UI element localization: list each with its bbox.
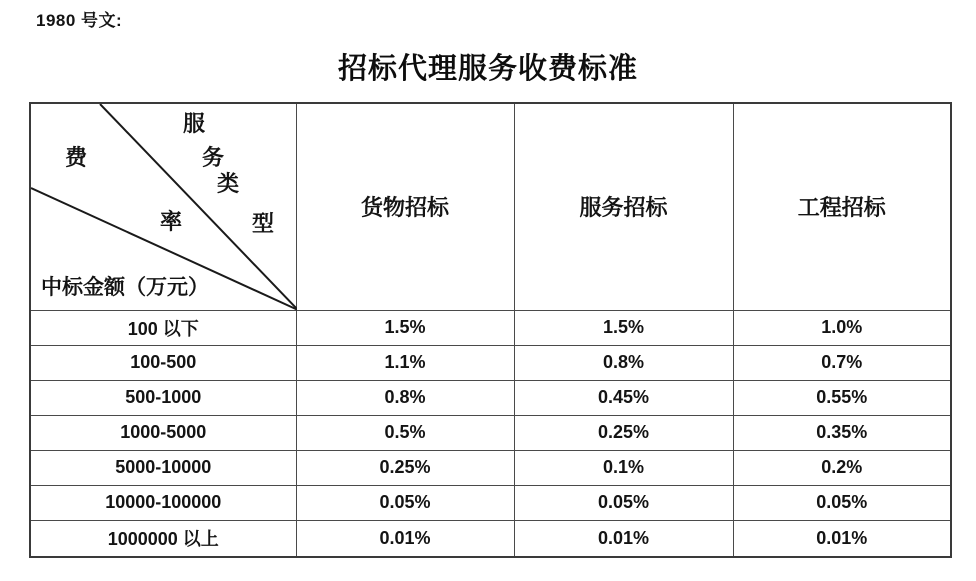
table-row (30, 520, 951, 557)
column-header-service: 服务招标 (514, 103, 733, 310)
rate-cell: 0.45% (514, 380, 733, 415)
corner-label-rate-char-1: 费 (64, 145, 88, 170)
table-row (30, 345, 951, 380)
rate-cell: 0.01% (514, 520, 733, 557)
table-row (30, 380, 951, 415)
corner-label-service-char-2: 务 (201, 145, 225, 170)
corner-label-service-char-4: 型 (251, 211, 275, 236)
table-header-row (30, 103, 951, 310)
rate-cell: 1.5% (296, 310, 514, 345)
corner-label-service-char-1: 服 (182, 111, 206, 136)
diagonal-corner-cell (30, 103, 296, 310)
rate-cell: 0.05% (733, 485, 951, 520)
fee-standard-table (29, 102, 952, 558)
row-range-label: 100-500 (30, 345, 296, 380)
row-range-label: 500-1000 (30, 380, 296, 415)
column-header-goods: 货物招标 (296, 103, 514, 310)
table-row (30, 485, 951, 520)
row-range-label: 1000000 以上 (30, 520, 296, 557)
rate-cell: 0.25% (514, 415, 733, 450)
table-row (30, 450, 951, 485)
rate-cell: 0.01% (733, 520, 951, 557)
rate-cell: 0.55% (733, 380, 951, 415)
rate-cell: 0.25% (296, 450, 514, 485)
table-row (30, 415, 951, 450)
rate-cell: 0.05% (514, 485, 733, 520)
rate-cell: 0.7% (733, 345, 951, 380)
corner-row-axis-label: 中标金额（万元） (41, 275, 209, 299)
rate-cell: 0.8% (514, 345, 733, 380)
rate-cell: 0.05% (296, 485, 514, 520)
corner-label-rate-char-2: 率 (159, 209, 183, 234)
doc-number: 1980 号文: (36, 11, 123, 30)
rate-cell: 0.2% (733, 450, 951, 485)
rate-cell: 0.1% (514, 450, 733, 485)
row-range-label: 100 以下 (30, 310, 296, 345)
rate-cell: 0.5% (296, 415, 514, 450)
rate-cell: 1.0% (733, 310, 951, 345)
row-range-label: 5000-10000 (30, 450, 296, 485)
page-title: 招标代理服务收费标准 (337, 53, 638, 85)
rate-cell: 1.1% (296, 345, 514, 380)
row-range-label: 1000-5000 (30, 415, 296, 450)
rate-cell: 1.5% (514, 310, 733, 345)
row-range-label: 10000-100000 (30, 485, 296, 520)
table-row (30, 310, 951, 345)
column-header-engineering: 工程招标 (733, 103, 951, 310)
rate-cell: 0.35% (733, 415, 951, 450)
rate-cell: 0.01% (296, 520, 514, 557)
rate-cell: 0.8% (296, 380, 514, 415)
diagonal-corner-content (31, 104, 297, 311)
corner-label-service-char-3: 类 (216, 171, 240, 196)
